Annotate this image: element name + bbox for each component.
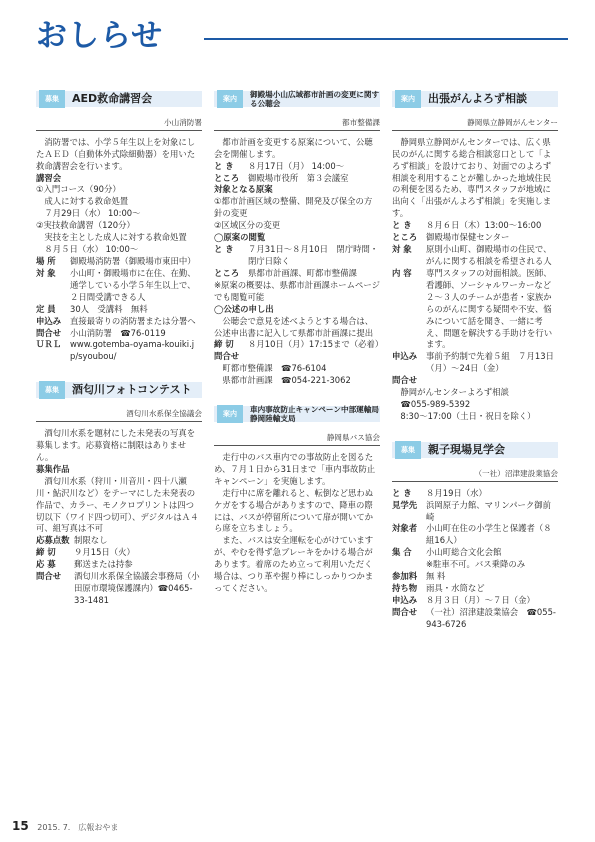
issue-label: 2015. 7. 広報おやま xyxy=(37,823,119,832)
article-header xyxy=(214,397,380,431)
section-heading: ◯公述の申し出 xyxy=(214,303,274,314)
url-link[interactable]: www.gotemba-oyama-kouiki.jp/syoubou/ xyxy=(70,339,195,362)
masthead xyxy=(36,18,568,58)
info-row: 見学先 浜岡原子力館、マリンパーク御前崎 xyxy=(392,499,552,522)
article-photo-contest xyxy=(36,373,202,607)
contact-line: 町都市整備課 ☎76-6104 xyxy=(222,363,327,374)
target-item: ①都市計画区域の整備、開発及び保全の方針の変更 xyxy=(214,196,373,219)
article-header xyxy=(214,82,380,116)
course-title: ②実技救命講習（120分） xyxy=(36,220,135,231)
article-header xyxy=(36,82,202,116)
article-header xyxy=(392,433,558,467)
info-row: 対 象 小山町・御殿場市に在住、在勤、通学している小学５年生以上で、２日間受講できる人 xyxy=(36,267,196,302)
article-urban-planning xyxy=(214,82,384,387)
info-row: ところ 県都市計画課、町都市整備課 xyxy=(214,267,357,278)
category-tag: 募集 xyxy=(395,441,421,459)
article-body xyxy=(392,137,558,423)
intro-text: 酒匂川水系を題材にした未発表の写真を募集します。応募資格に制限はありません。 xyxy=(36,428,196,462)
category-tag: 募集 xyxy=(39,90,65,108)
article-organization: 静岡県バス協会 xyxy=(214,431,380,446)
section-heading: ◯原案の閲覧 xyxy=(214,232,266,243)
column-left xyxy=(36,82,202,617)
article-aed xyxy=(36,82,202,363)
article-title: AED救命講習会 xyxy=(72,92,153,105)
course-title: ①入門コース（90分） xyxy=(36,184,121,195)
section-heading: 対象となる原案 xyxy=(214,184,273,195)
paragraph: また、バスは安全運転を心がけていますが、やむを得ず急ブレーキをかける場合があります。着席のため立って利用いただく場合は、つり革や握り棒にしっかりつかまってください。 xyxy=(214,535,374,594)
works-text: 酒匂川水系（狩川・川音川・四十八瀬川・鮎沢川など）をテーマにした未発表の作品で、カラー、モノクロプリントは四つ切以下（ワイド四つ切可）、デジタルはＡ４可、組写真は不可 xyxy=(36,475,199,534)
course-date: ７月29日（水） 10:00～ xyxy=(44,208,141,219)
section-heading: 募集作品 xyxy=(36,463,70,474)
paragraph: 走行中のバス車内での事故防止を図るため、７月１日から31日まで「車内事故防止キャンペーン」を実施します。 xyxy=(214,451,376,486)
article-site-tour xyxy=(392,433,558,631)
info-row: と き ８月17日（月） 14:00～ xyxy=(214,160,345,171)
article-bus-safety xyxy=(214,397,380,595)
page-title: おしらせ xyxy=(36,18,164,54)
category-tag: 募集 xyxy=(39,381,65,399)
info-row: と き ８月６日（木）13:00～16:00 xyxy=(392,220,542,231)
article-title: 酒匂川フォトコンテスト xyxy=(72,383,192,397)
article-organization: 静岡県立静岡がんセンター xyxy=(392,116,558,131)
column-middle xyxy=(214,82,384,605)
page-number: 15 xyxy=(12,819,29,833)
desc-text: 公聴会で意見を述べようとする場合は、公述申出書に記入して県都市計画課に提出 xyxy=(214,315,374,338)
article-header xyxy=(392,82,558,116)
info-row: 申込み 事前予約制で先着５組 ７月13日（月）～24日（金） xyxy=(392,351,554,374)
info-row: 内 容 専門スタッフの対面相談。医師、看護師、ソーシャルワーカーなど２～３人のチームが患者・家族からのがんに関する疑問や不安、悩みについて話を聞き、一緒に考え、問題を解決する手助けを行います。 xyxy=(392,267,553,350)
article-organization: 小山消防署 xyxy=(36,116,202,131)
info-row: 締 切 ９月15日（火） xyxy=(36,547,135,558)
info-row: 問合せ 小山消防署 ☎76-0119 xyxy=(36,327,166,338)
section-heading: 講習会 xyxy=(36,172,62,183)
contact-line: 8:30～17:00（土日・祝日を除く） xyxy=(400,410,536,421)
section-heading: 問合せ xyxy=(214,351,240,362)
info-row: 応募点数 制限なし xyxy=(36,535,108,546)
info-row: 応 募 郵送または持参 xyxy=(36,559,133,570)
category-tag: 案内 xyxy=(217,405,243,423)
article-organization: （一社）沼津建設業協会 xyxy=(392,467,558,482)
course-desc: 実技を主とした成人に対する救命処置 xyxy=(44,232,187,243)
intro-text: 消防署では、小学５年生以上を対象にしたＡＥＤ（自動体外式除細動器）を用いた救命講習会を行います。 xyxy=(36,136,196,171)
article-body xyxy=(214,136,384,387)
paragraph: 走行中に席を離れると、転倒など思わぬケガをする場合がありますので、降車の際には、バスが停留所について扉が開いてから席を立ちましょう。 xyxy=(214,487,374,534)
article-body xyxy=(36,137,202,364)
note-text: ※原案の概要は、県都市計画課ホームページでも閲覧可能 xyxy=(214,279,380,302)
category-tag: 案内 xyxy=(217,90,243,108)
course-desc: 成人に対する救命処置 xyxy=(44,196,129,207)
article-title: 車内事故防止キャンペーン中部運輸局静岡陸輸支局 xyxy=(250,405,379,424)
info-row: 申込み 直接最寄りの消防署または分署へ xyxy=(36,315,196,326)
info-row: 締 切 ８月10日（月）17:15まで（必着） xyxy=(214,339,384,350)
note-text: ※駐車不可。バス乗降のみ xyxy=(426,559,526,570)
info-row: ＵＲＬ www.gotemba-oyama-kouiki.jp/syoubou/ xyxy=(36,339,202,363)
info-row: 申込み ８月３日（月）～７日（金） xyxy=(392,594,535,605)
info-row: 参加料 無 料 xyxy=(392,571,446,582)
intro-text: 都市計画を変更する原案について、公聴会を開催します。 xyxy=(214,136,373,159)
article-body xyxy=(214,452,380,595)
info-row: 場 所 御殿場消防署（御殿場市東田中） xyxy=(36,256,196,266)
info-row: と き ８月19日（水） xyxy=(392,487,487,498)
column-right xyxy=(392,82,558,641)
page-footer xyxy=(12,818,118,835)
info-row: 集 合 小山町総合文化会館 xyxy=(392,547,502,558)
intro-text: 静岡県立静岡がんセンターでは、広く県民のがんに関する総合相談窓口として「よろず相談」を設けており、対面でのよろず相談を利用することが難しかった地域住民の利便を図るため、専門スタッフが地域に出向く「出張がんよろず相談」を実施します。 xyxy=(392,136,552,219)
article-title: 親子現場見学会 xyxy=(428,442,505,456)
info-row: 問合せ 酒匂川水系保全協議会事務局（小田原市環境保護課内）☎0465-33-1481 xyxy=(36,571,200,605)
title-rule xyxy=(204,38,568,40)
info-row: ところ 御殿場市役所 第３会議室 xyxy=(214,172,349,183)
info-row: 対象者 小山町在住の小学生と保護者（８組16人） xyxy=(392,523,552,546)
contact-line: ☎055-989-5392 xyxy=(400,399,471,410)
info-row: 定 員 30人 受講料 無料 xyxy=(36,303,148,314)
article-organization: 酒匂川水系保全協議会 xyxy=(36,407,202,422)
article-organization: 都市整備課 xyxy=(214,116,380,131)
info-row: ところ 御殿場市保健センター xyxy=(392,232,510,243)
contact-line: 静岡がんセンターよろず相談 xyxy=(400,387,509,398)
article-cancer-consult xyxy=(392,82,558,423)
article-title: 御殿場小山広域都市計画の変更に関する公聴会 xyxy=(250,90,380,109)
category-tag: 案内 xyxy=(395,90,421,108)
info-row: 問合せ （一社）沼津建設業協会 ☎055-943-6726 xyxy=(392,606,556,629)
info-row: 持ち物 雨具・水筒など xyxy=(392,583,485,594)
info-row: と き ７月31日～８月10日 閉庁時間・閉庁日除く xyxy=(214,244,379,266)
article-body xyxy=(392,488,558,631)
contact-line: 県都市計画課 ☎054-221-3062 xyxy=(222,375,351,386)
section-heading: 問合せ xyxy=(392,375,418,386)
article-title: 出張がんよろず相談 xyxy=(428,92,527,105)
info-row: 対 象 原則小山町、御殿場市の住民で、がんに関する相談を希望される人 xyxy=(392,244,552,266)
article-body xyxy=(36,428,202,607)
target-item: ②区域区分の変更 xyxy=(214,220,281,231)
article-header xyxy=(36,373,202,407)
course-date: ８月５日（水） 10:00～ xyxy=(44,244,139,255)
